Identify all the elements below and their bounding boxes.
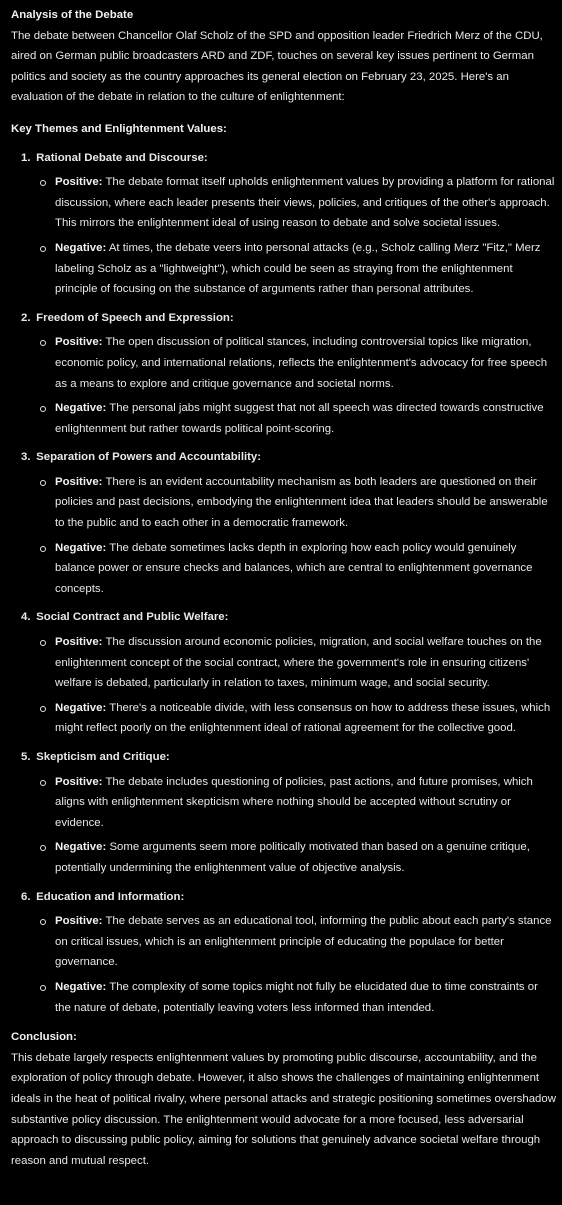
point-positive	[11, 472, 556, 534]
theme-number: 6.	[21, 890, 31, 903]
hollow-bullet-icon	[40, 480, 46, 486]
theme-title-text: Freedom of Speech and Expression:	[36, 311, 234, 324]
intro-paragraph: The debate between Chancellor Olaf Scholz of the SPD and opposition leader Friedrich Merz of the CDU, aired on German public broadcasters ARD and ZDF, touches on several key issues pertinent to German politics and society as the country approaches its general election on February 23, 2025. Here's an evaluation of the debate in relation to the culture of enlightenment:	[11, 29, 543, 104]
point-text: The open discussion of political stances, including controversial topics like migration, economic policy, and international relations, reflects the enlightenment's advocacy for free speech as a means to explore and critique governance and societal norms.	[55, 336, 548, 390]
point-text: The debate serves as an educational tool, informing the public about each party's stance on critical issues, which is an enlightenment principle of educating the populace for better governance.	[55, 915, 552, 969]
point-negative	[11, 977, 556, 1018]
theme-number: 4.	[21, 611, 31, 624]
theme-item	[11, 747, 556, 879]
point-text: The debate sometimes lacks depth in exploring how each policy would genuinely balance power or ensure checks and balances, which are central to enlightenment governance concepts.	[55, 541, 533, 595]
theme-points	[11, 332, 556, 439]
point-text: The discussion around economic policies, migration, and social welfare touches on the enlightenment concept of the social contract, where the government's role in ensuring citizens' welfare is debated, particularly in relation to taxes, minimum wage, and social security.	[55, 636, 542, 690]
point-label: Positive:	[55, 475, 103, 488]
theme-number: 5.	[21, 751, 31, 763]
theme-title	[11, 887, 556, 908]
point-negative	[11, 837, 556, 878]
hollow-bullet-icon	[40, 706, 46, 712]
point-label: Positive:	[55, 336, 103, 349]
theme-item	[11, 148, 556, 300]
hollow-bullet-icon	[40, 780, 46, 786]
point-text: The debate includes questioning of policies, past actions, and future promises, which aligns with enlightenment skepticism where nothing should be accepted without scrutiny or evidence.	[55, 775, 533, 829]
theme-item	[11, 308, 556, 440]
point-label: Negative:	[55, 980, 107, 993]
point-positive	[11, 172, 556, 234]
hollow-bullet-icon	[40, 640, 46, 646]
point-negative	[11, 538, 556, 600]
hollow-bullet-icon	[40, 246, 46, 252]
theme-title	[11, 607, 556, 628]
point-label: Negative:	[55, 402, 107, 415]
hollow-bullet-icon	[40, 340, 46, 346]
point-label: Negative:	[55, 701, 107, 714]
hollow-bullet-icon	[40, 546, 46, 552]
theme-points	[11, 632, 556, 739]
conclusion-heading: Conclusion:	[11, 1031, 77, 1044]
point-label: Positive:	[55, 915, 103, 928]
hollow-bullet-icon	[40, 985, 46, 991]
theme-title-text: Education and Information:	[36, 890, 185, 903]
themes-list	[11, 148, 556, 1019]
theme-item	[11, 447, 556, 599]
point-text: The debate format itself upholds enlightenment values by providing a platform for rational discussion, where each leader presents their views, policies, and critiques of the other's approach. This mirrors the enlightenment ideal of using reason to debate and solve societal issues.	[55, 176, 555, 230]
point-text: There is an evident accountability mechanism as both leaders are questioned on their policies and past decisions, embodying the enlightenment idea that leaders should be answerable to the public and to each other in a democratic framework.	[55, 475, 548, 530]
point-positive	[11, 911, 556, 973]
point-label: Negative:	[55, 241, 107, 254]
key-themes-heading: Key Themes and Enlightenment Values:	[11, 122, 227, 135]
document-title: Analysis of the Debate	[11, 9, 134, 21]
point-label: Positive:	[55, 636, 103, 649]
theme-title	[11, 447, 556, 468]
point-text: The personal jabs might suggest that not all speech was directed towards constructive enlightenment but rather towards political point-scoring.	[55, 402, 544, 435]
theme-points	[11, 772, 556, 879]
point-label: Positive:	[55, 775, 103, 788]
theme-item	[11, 607, 556, 739]
theme-title-text: Social Contract and Public Welfare:	[36, 611, 229, 624]
theme-title	[11, 148, 556, 169]
theme-title	[11, 747, 556, 768]
theme-item	[11, 887, 556, 1019]
conclusion-paragraph: This debate largely respects enlightenment values by promoting public discourse, accountability, and the exploration of policy through debate. However, it also shows the challenges of maintaining enlightenment ideals in the heat of political rivalry, where personal attacks and strategic positioning sometimes overshadow substantive policy discussion. The enlightenment would advocate for a more focused, less adversarial approach to discussing public policy, aiming for solutions that genuinely advance societal welfare through reason and mutual respect.	[11, 1051, 556, 1167]
theme-points	[11, 472, 556, 600]
theme-number: 3.	[21, 451, 31, 464]
theme-title	[11, 308, 556, 329]
theme-number: 2.	[21, 311, 31, 324]
point-label: Negative:	[55, 841, 107, 854]
hollow-bullet-icon	[40, 845, 46, 851]
point-text: There's a noticeable divide, with less consensus on how to address these issues, which might reflect poorly on the enlightenment ideal of rational agreement for the collective good.	[55, 701, 551, 735]
point-text: At times, the debate veers into personal attacks (e.g., Scholz calling Merz "Fitz," Merz labeling Scholz as a "lightweight"), which could be seen as straying from the enlightenment principle of focusing on the substance of arguments rather than personal attributes.	[55, 241, 541, 296]
point-negative	[11, 238, 556, 300]
hollow-bullet-icon	[40, 919, 46, 925]
hollow-bullet-icon	[40, 406, 46, 412]
theme-title-text: Rational Debate and Discourse:	[36, 151, 208, 164]
point-text: The complexity of some topics might not fully be elucidated due to time constraints or the nature of debate, potentially leaving voters less informed than intended.	[55, 980, 538, 1014]
point-positive	[11, 332, 556, 394]
theme-title-text: Separation of Powers and Accountability:	[36, 451, 262, 464]
point-label: Positive:	[55, 176, 103, 189]
theme-number: 1.	[21, 151, 31, 164]
point-positive	[11, 632, 556, 694]
theme-points	[11, 911, 556, 1018]
point-text: Some arguments seem more politically motivated than based on a genuine critique, potentially undermining the enlightenment value of objective analysis.	[55, 841, 530, 874]
hollow-bullet-icon	[40, 180, 46, 186]
point-negative	[11, 398, 556, 439]
theme-points	[11, 172, 556, 300]
point-positive	[11, 772, 556, 834]
point-label: Negative:	[55, 541, 107, 554]
theme-title-text: Skepticism and Critique:	[36, 751, 170, 763]
point-negative	[11, 698, 556, 739]
